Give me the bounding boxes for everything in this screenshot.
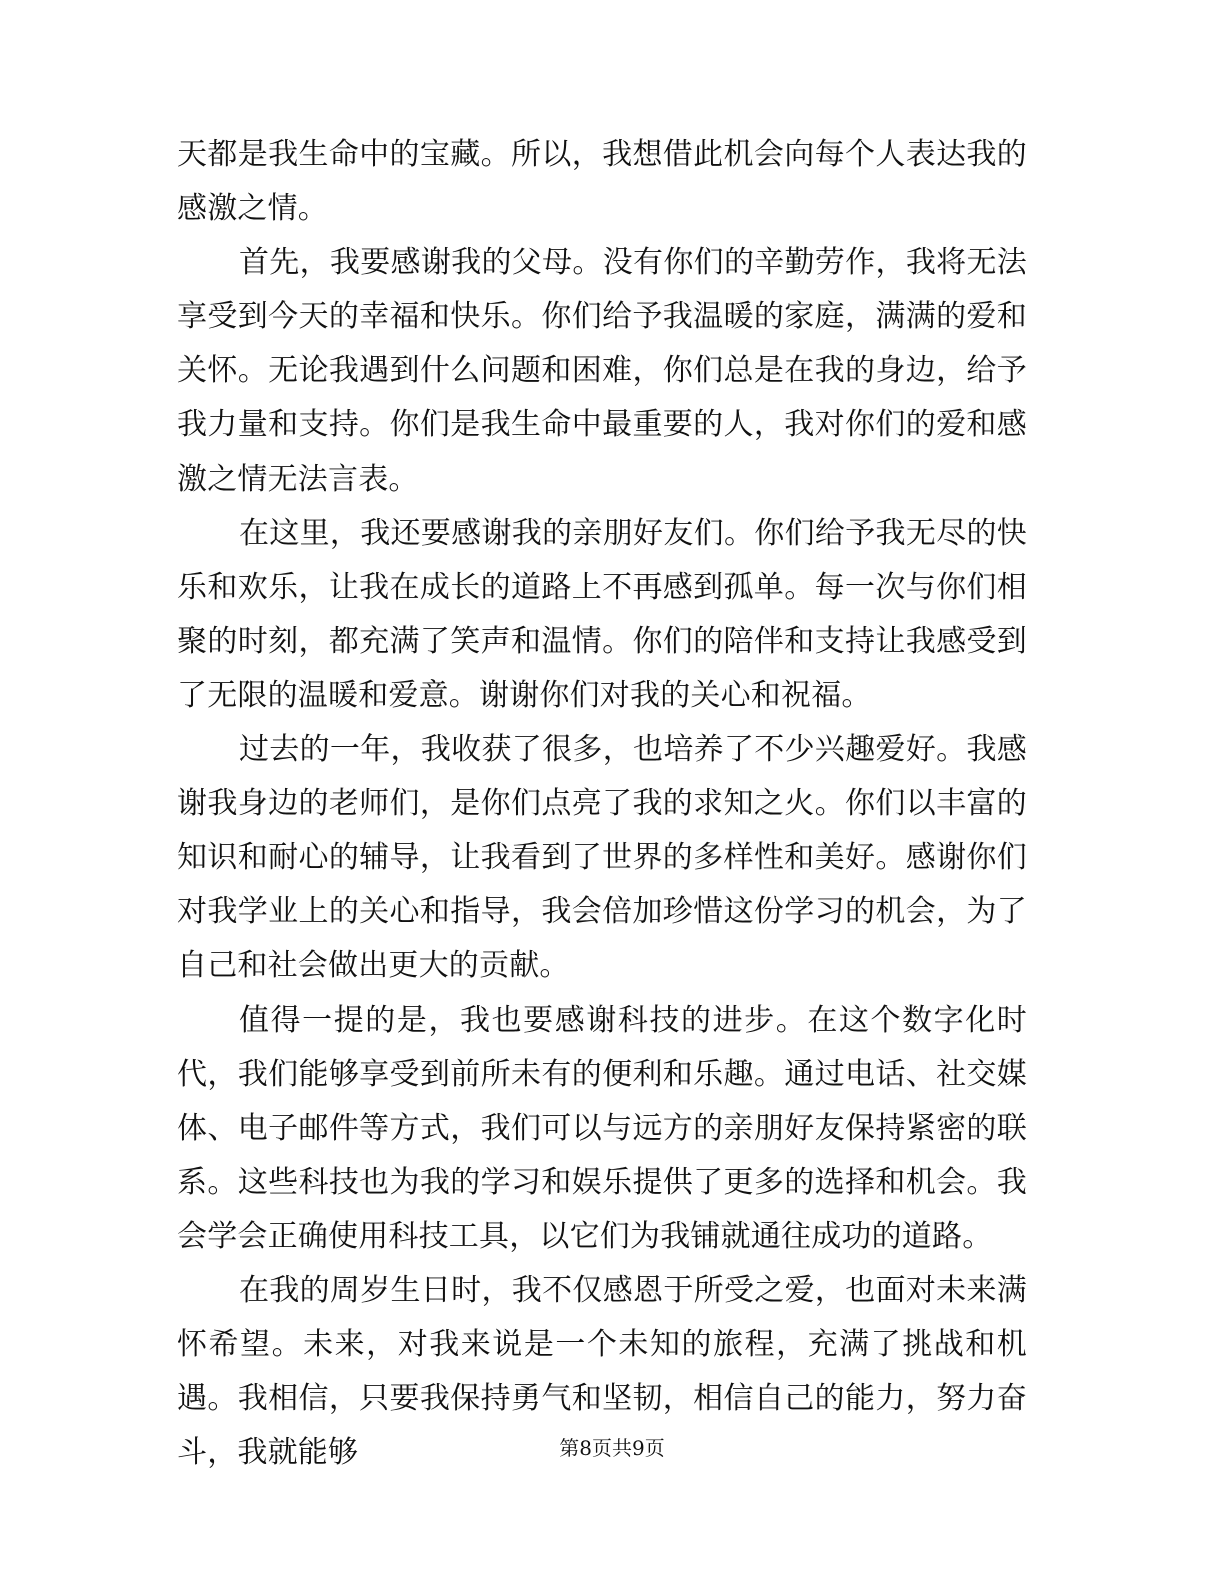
page-footer-number: 第8页共9页 bbox=[559, 1436, 665, 1460]
paragraph-future: 在我的周岁生日时，我不仅感恩于所受之爱，也面对未来满怀希望。未来，对我来说是一个未知的旅程，充满了挑战和机遇。我相信，只要我保持勇气和坚韧，相信自己的能力，努力奋斗，我就能够 bbox=[177, 1272, 1027, 1471]
paragraph-technology: 值得一提的是，我也要感谢科技的进步。在这个数字化时代，我们能够享受到前所未有的便利和乐趣。通过电话、社交媒体、电子邮件等方式，我们可以与远方的亲朋好友保持紧密的联系。这些科技也为我的学习和娱乐提供了更多的选择和机会。我会学会正确使用科技工具，以它们为我铺就通往成功的道路。 bbox=[177, 1002, 1027, 1254]
paragraph-friends: 在这里，我还要感谢我的亲朋好友们。你们给予我无尽的快乐和欢乐，让我在成长的道路上不再感到孤单。每一次与你们相聚的时刻，都充满了笑声和温情。你们的陪伴和支持让我感受到了无限的温暖和爱意。谢谢你们对我的关心和祝福。 bbox=[177, 515, 1027, 713]
paragraph-continuation: 天都是我生命中的宝藏。所以，我想借此机会向每个人表达我的感激之情。 bbox=[177, 137, 1027, 227]
paragraph-teachers: 过去的一年，我收获了很多，也培养了不少兴趣爱好。我感谢我身边的老师们，是你们点亮了我的求知之火。你们以丰富的知识和耐心的辅导，让我看到了世界的多样性和美好。感谢你们对我学业上的关心和指导，我会倍加珍惜这份学习的机会，为了自己和社会做出更大的贡献。 bbox=[177, 732, 1027, 984]
paragraph-parents: 首先，我要感谢我的父母。没有你们的辛勤劳作，我将无法享受到今天的幸福和快乐。你们给予我温暖的家庭，满满的爱和关怀。无论我遇到什么问题和困难，你们总是在我的身边，给予我力量和支持。你们是我生命中最重要的人，我对你们的爱和感激之情无法言表。 bbox=[177, 245, 1027, 497]
document-body bbox=[177, 128, 1027, 1480]
